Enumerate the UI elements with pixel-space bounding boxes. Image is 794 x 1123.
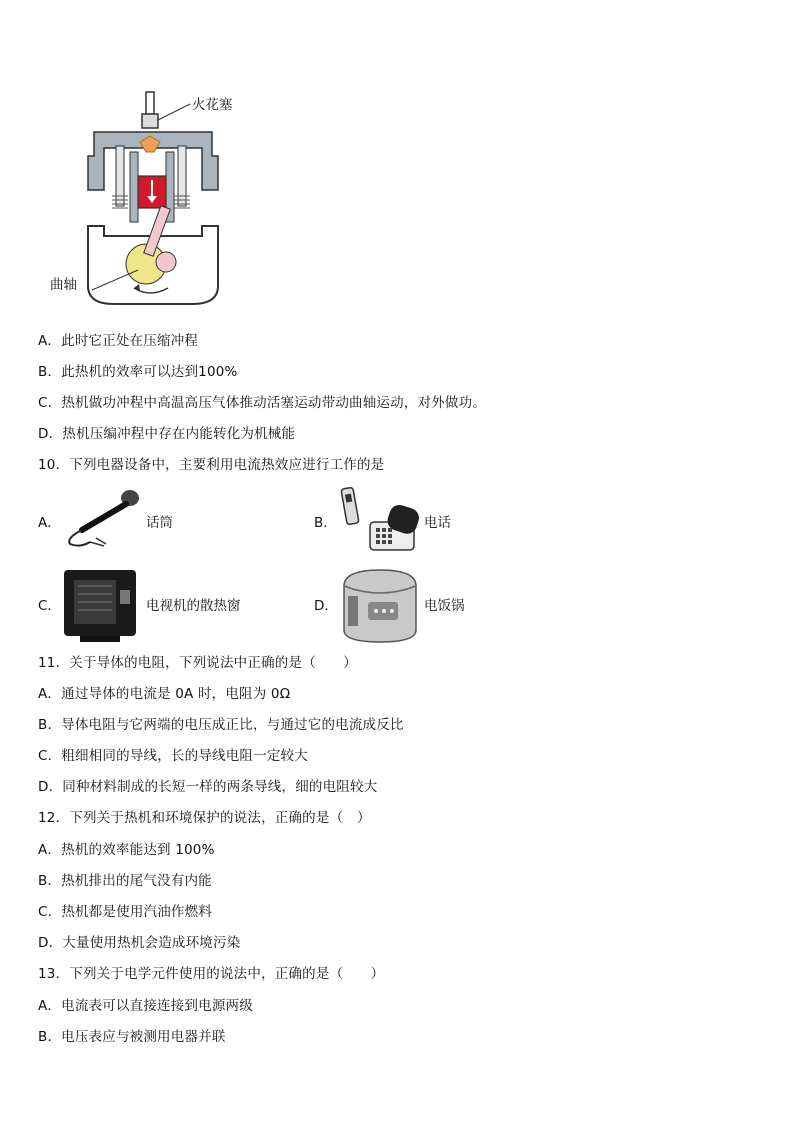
q9-option-c: C．热机做功冲程中高温高压气体推动活塞运动带动曲轴运动，对外做功。 (38, 395, 487, 411)
q11-option-c: C．粗细相同的导线，长的导线电阻一定较大 (38, 748, 308, 764)
q12-option-d: D．大量使用热机会造成环境污染 (38, 935, 241, 951)
q13-option-b: B．电压表应与被测用电器并联 (38, 1029, 226, 1045)
q10-option-d-letter: D． (314, 598, 338, 614)
q12-option-a: A．热机的效率能达到 100% (38, 842, 215, 858)
spark-plug-shape (146, 92, 154, 114)
spark-plug-label: 火花塞 (192, 97, 233, 113)
microphone-image (60, 486, 144, 550)
q10-option-d-label: 电饭锅 (424, 598, 465, 614)
q10-stem: 10．下列电器设备中，主要利用电流热效应进行工作的是 (38, 457, 385, 473)
crankshaft-label: 曲轴 (50, 277, 77, 293)
engine-diagram (42, 86, 262, 308)
q13-option-a: A．电流表可以直接连接到电源两级 (38, 998, 253, 1014)
q11-stem: 11．关于导体的电阻，下列说法中正确的是（ ） (38, 655, 357, 671)
q12-option-b: B．热机排出的尾气没有内能 (38, 873, 212, 889)
q11-option-a: A．通过导体的电流是 0A 时，电阻为 0Ω (38, 686, 291, 702)
q9-option-a: A．此时它正处在压缩冲程 (38, 333, 199, 349)
q9-option-b: B．此热机的效率可以达到100% (38, 364, 238, 380)
q12-option-c: C．热机都是使用汽油作燃料 (38, 904, 213, 920)
q10-option-a-letter: A． (38, 515, 61, 531)
q10-option-b-letter: B． (314, 515, 337, 531)
q9-option-d: D．热机压编冲程中存在内能转化为机械能 (38, 426, 296, 442)
q11-option-d: D．同种材料制成的长短一样的两条导线，细的电阻较大 (38, 779, 378, 795)
telephone-image (336, 482, 422, 556)
q10-option-c-letter: C． (38, 598, 61, 614)
q10-option-b-label: 电话 (424, 515, 451, 531)
television-image (60, 566, 140, 644)
q13-stem: 13．下列关于电学元件使用的说法中，正确的是（ ） (38, 966, 385, 982)
rice-cooker-image (338, 566, 422, 646)
q10-option-a-label: 话筒 (146, 515, 173, 531)
q10-option-c-label: 电视机的散热窗 (146, 598, 241, 614)
q12-stem: 12．下列关于热机和环境保护的说法，正确的是（ ） (38, 810, 371, 826)
q11-option-b: B．导体电阻与它两端的电压成正比，与通过它的电流成反比 (38, 717, 404, 733)
